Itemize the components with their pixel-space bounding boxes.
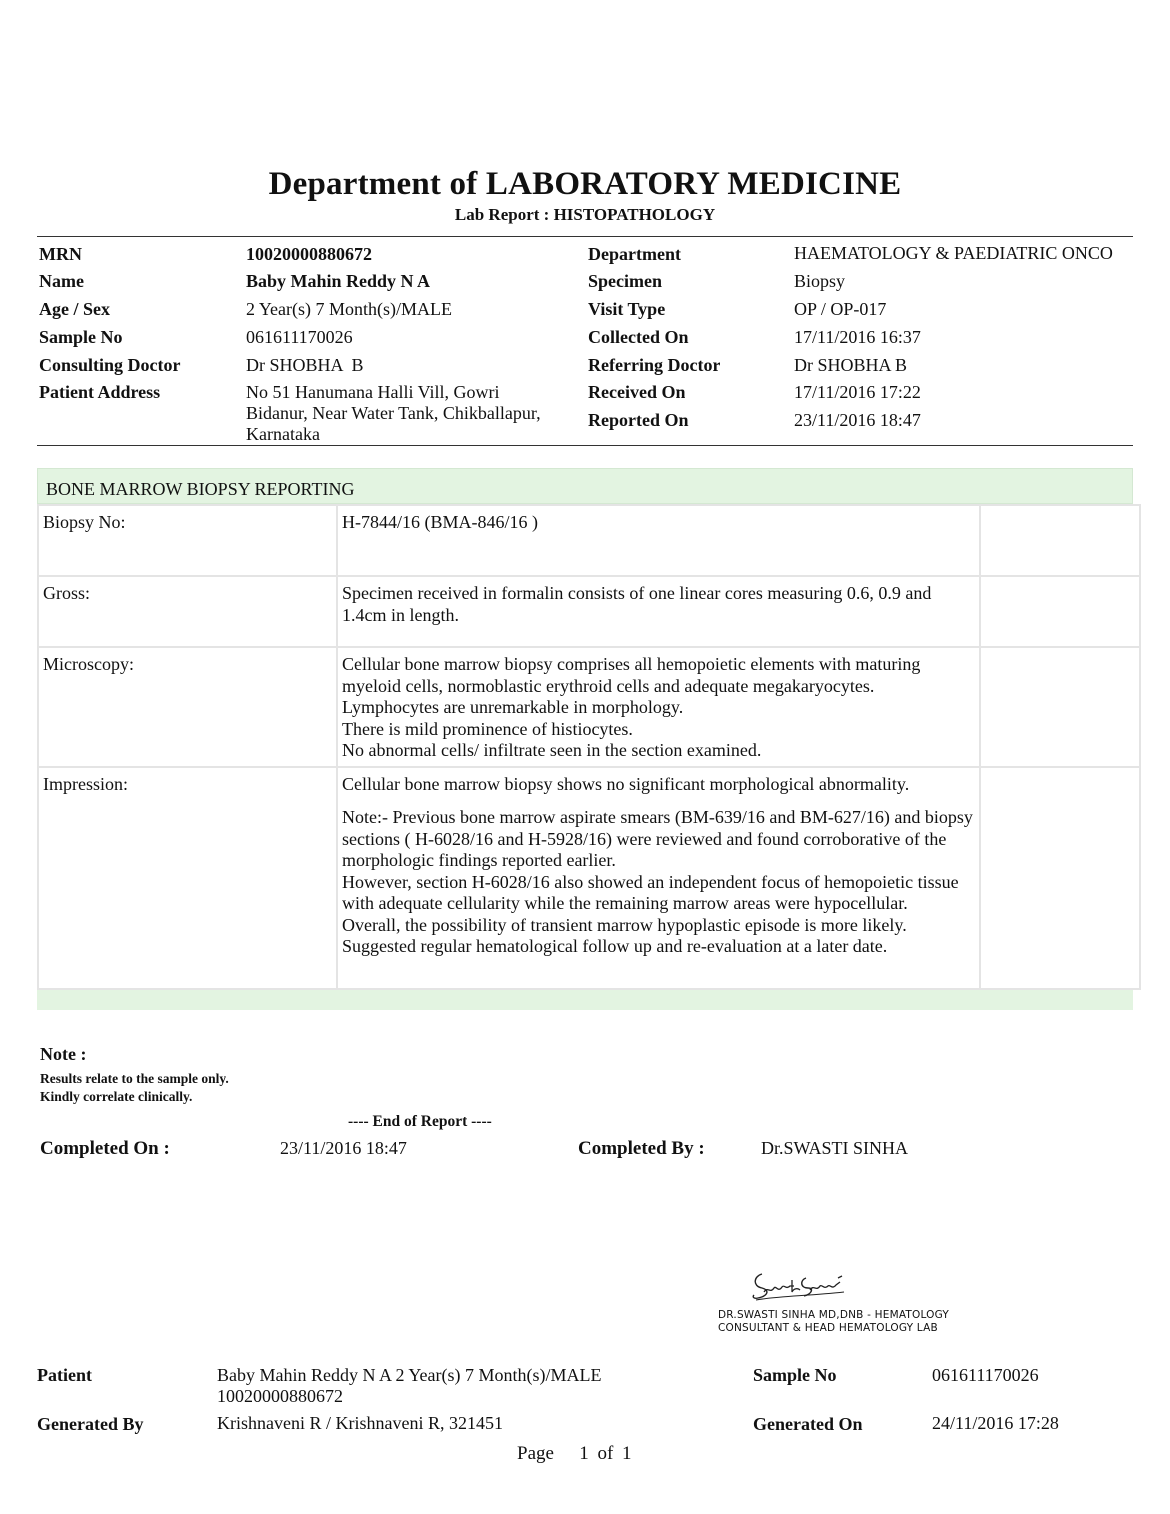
content-line: Cellular bone marrow biopsy shows no significant morphological abnormality. <box>342 773 910 794</box>
content-line: Note:- Previous bone marrow aspirate smears (BM-639/16 and BM-627/16) and biopsy sections ( H-6028/16 and H-5928/16) were reviewed and found corroborative of the morphologic findings reported earlier. <box>342 807 973 870</box>
patient-address-label: Patient Address <box>39 382 161 402</box>
blank-line <box>342 795 975 807</box>
table-row <box>38 505 1140 576</box>
content-line: There is mild prominence of histiocytes. <box>342 718 633 739</box>
end-of-report: ---- End of Report ---- <box>348 1113 492 1130</box>
footer-patient-line-1: Baby Mahin Reddy N A 2 Year(s) 7 Month(s)/MALE <box>217 1365 602 1385</box>
report-subtitle: Lab Report : HISTOPATHOLOGY <box>454 205 716 224</box>
footer-generated-on-value: 24/11/2016 17:28 <box>932 1413 1059 1433</box>
collected-on-label: Collected On <box>588 327 689 347</box>
note-line-2: Kindly correlate clinically. <box>40 1089 193 1104</box>
page-current: 1 <box>579 1443 589 1464</box>
note-line-1: Results relate to the sample only. <box>40 1071 229 1086</box>
received-on-label: Received On <box>588 382 686 402</box>
department-label: Department <box>588 244 681 264</box>
row-content <box>337 576 980 647</box>
content-line: However, section H-6028/16 also showed an independent focus of hemopoietic tissue with adequate cellularity while the remaining marrow areas were hypocellular. <box>342 871 959 913</box>
row-label: Biopsy No: <box>38 505 337 576</box>
reported-on-value: 23/11/2016 18:47 <box>794 410 921 430</box>
table-row <box>38 767 1140 989</box>
row-label: Gross: <box>38 576 337 647</box>
department-title: Department of LABORATORY MEDICINE <box>268 166 902 202</box>
empty-cell <box>980 647 1140 767</box>
table-row <box>38 647 1140 767</box>
page-of: of <box>597 1443 614 1464</box>
handwritten-signature <box>748 1266 858 1306</box>
mrn-value: 10020000880672 <box>246 244 372 264</box>
department-value: HAEMATOLOGY & PAEDIATRIC ONCO <box>794 243 1113 263</box>
mrn-label: MRN <box>39 244 82 264</box>
section-title: BONE MARROW BIOPSY REPORTING <box>37 468 1133 504</box>
page-label: Page <box>517 1443 554 1464</box>
footer-patient-line-2: 10020000880672 <box>217 1386 343 1406</box>
referring-doctor-label: Referring Doctor <box>588 355 721 375</box>
received-on-value: 17/11/2016 17:22 <box>794 382 921 402</box>
completed-by-label: Completed By : <box>578 1138 705 1159</box>
footer-patient-label: Patient <box>37 1365 92 1385</box>
info-divider <box>37 445 1133 446</box>
report-table <box>37 504 1141 990</box>
row-label: Microscopy: <box>38 647 337 767</box>
content-line: Overall, the possibility of transient marrow hypoplastic episode is more likely. <box>342 914 907 935</box>
sample-no-value: 061611170026 <box>246 327 353 347</box>
footer-sample-no-label: Sample No <box>753 1365 837 1385</box>
content-line: Lymphocytes are unremarkable in morphology. <box>342 697 684 717</box>
name-label: Name <box>39 271 84 291</box>
completed-on-label: Completed On : <box>40 1138 170 1159</box>
footer-generated-by-label: Generated By <box>37 1414 144 1434</box>
section-footer-bar <box>37 990 1133 1010</box>
content-line: No abnormal cells/ infiltrate seen in the section examined. <box>342 740 762 760</box>
footer-generated-on-label: Generated On <box>753 1414 863 1434</box>
consulting-doctor-label: Consulting Doctor <box>39 355 181 375</box>
page-total: 1 <box>622 1443 632 1464</box>
visit-type-label: Visit Type <box>588 299 666 319</box>
sample-no-label: Sample No <box>39 327 123 347</box>
content-line: Specimen received in formalin consists of one linear cores measuring 0.6, 0.9 and 1.4cm in length. <box>342 583 932 625</box>
row-content <box>337 767 980 989</box>
specimen-label: Specimen <box>588 271 662 291</box>
address-line-3: Karnataka <box>246 424 320 444</box>
specimen-value: Biopsy <box>794 271 846 291</box>
visit-type-value: OP / OP-017 <box>794 299 887 319</box>
row-content <box>337 647 980 767</box>
signature-name-line: DR.SWASTI SINHA MD,DNB - HEMATOLOGY <box>718 1309 950 1321</box>
footer-sample-no-value: 061611170026 <box>932 1365 1039 1385</box>
biopsy-report-section <box>37 468 1133 1010</box>
empty-cell <box>980 505 1140 576</box>
address-line-1: No 51 Hanumana Halli Vill, Gowri <box>246 382 500 402</box>
reported-on-label: Reported On <box>588 410 689 430</box>
empty-cell <box>980 767 1140 989</box>
row-content <box>337 505 980 576</box>
content-line: Suggested regular hematological follow up and re-evaluation at a later date. <box>342 936 888 956</box>
patient-name-value: Baby Mahin Reddy N A <box>246 271 431 291</box>
age-sex-label: Age / Sex <box>39 299 110 319</box>
content-line: H-7844/16 (BMA-846/16 ) <box>342 512 538 532</box>
completed-by-value: Dr.SWASTI SINHA <box>761 1138 909 1158</box>
signature-title-line: CONSULTANT & HEAD HEMATOLOGY LAB <box>718 1322 938 1334</box>
consulting-doctor-value: Dr SHOBHA B <box>246 355 364 375</box>
empty-cell <box>980 576 1140 647</box>
age-sex-value: 2 Year(s) 7 Month(s)/MALE <box>246 299 452 319</box>
collected-on-value: 17/11/2016 16:37 <box>794 327 921 347</box>
content-line: Cellular bone marrow biopsy comprises all hemopoietic elements with maturing myeloid cells, normoblastic erythroid cells and adequate megakaryocytes. <box>342 654 921 696</box>
footer-generated-by-value: Krishnaveni R / Krishnaveni R, 321451 <box>217 1413 503 1433</box>
patient-info-block <box>37 239 1133 444</box>
table-row <box>38 576 1140 647</box>
header-divider <box>37 236 1133 237</box>
referring-doctor-value: Dr SHOBHA B <box>794 355 908 375</box>
completed-on-value: 23/11/2016 18:47 <box>280 1138 407 1158</box>
note-title: Note : <box>40 1044 87 1064</box>
row-label: Impression: <box>38 767 337 989</box>
address-line-2: Bidanur, Near Water Tank, Chikballapur, <box>246 403 541 423</box>
page-number <box>517 1443 632 1465</box>
